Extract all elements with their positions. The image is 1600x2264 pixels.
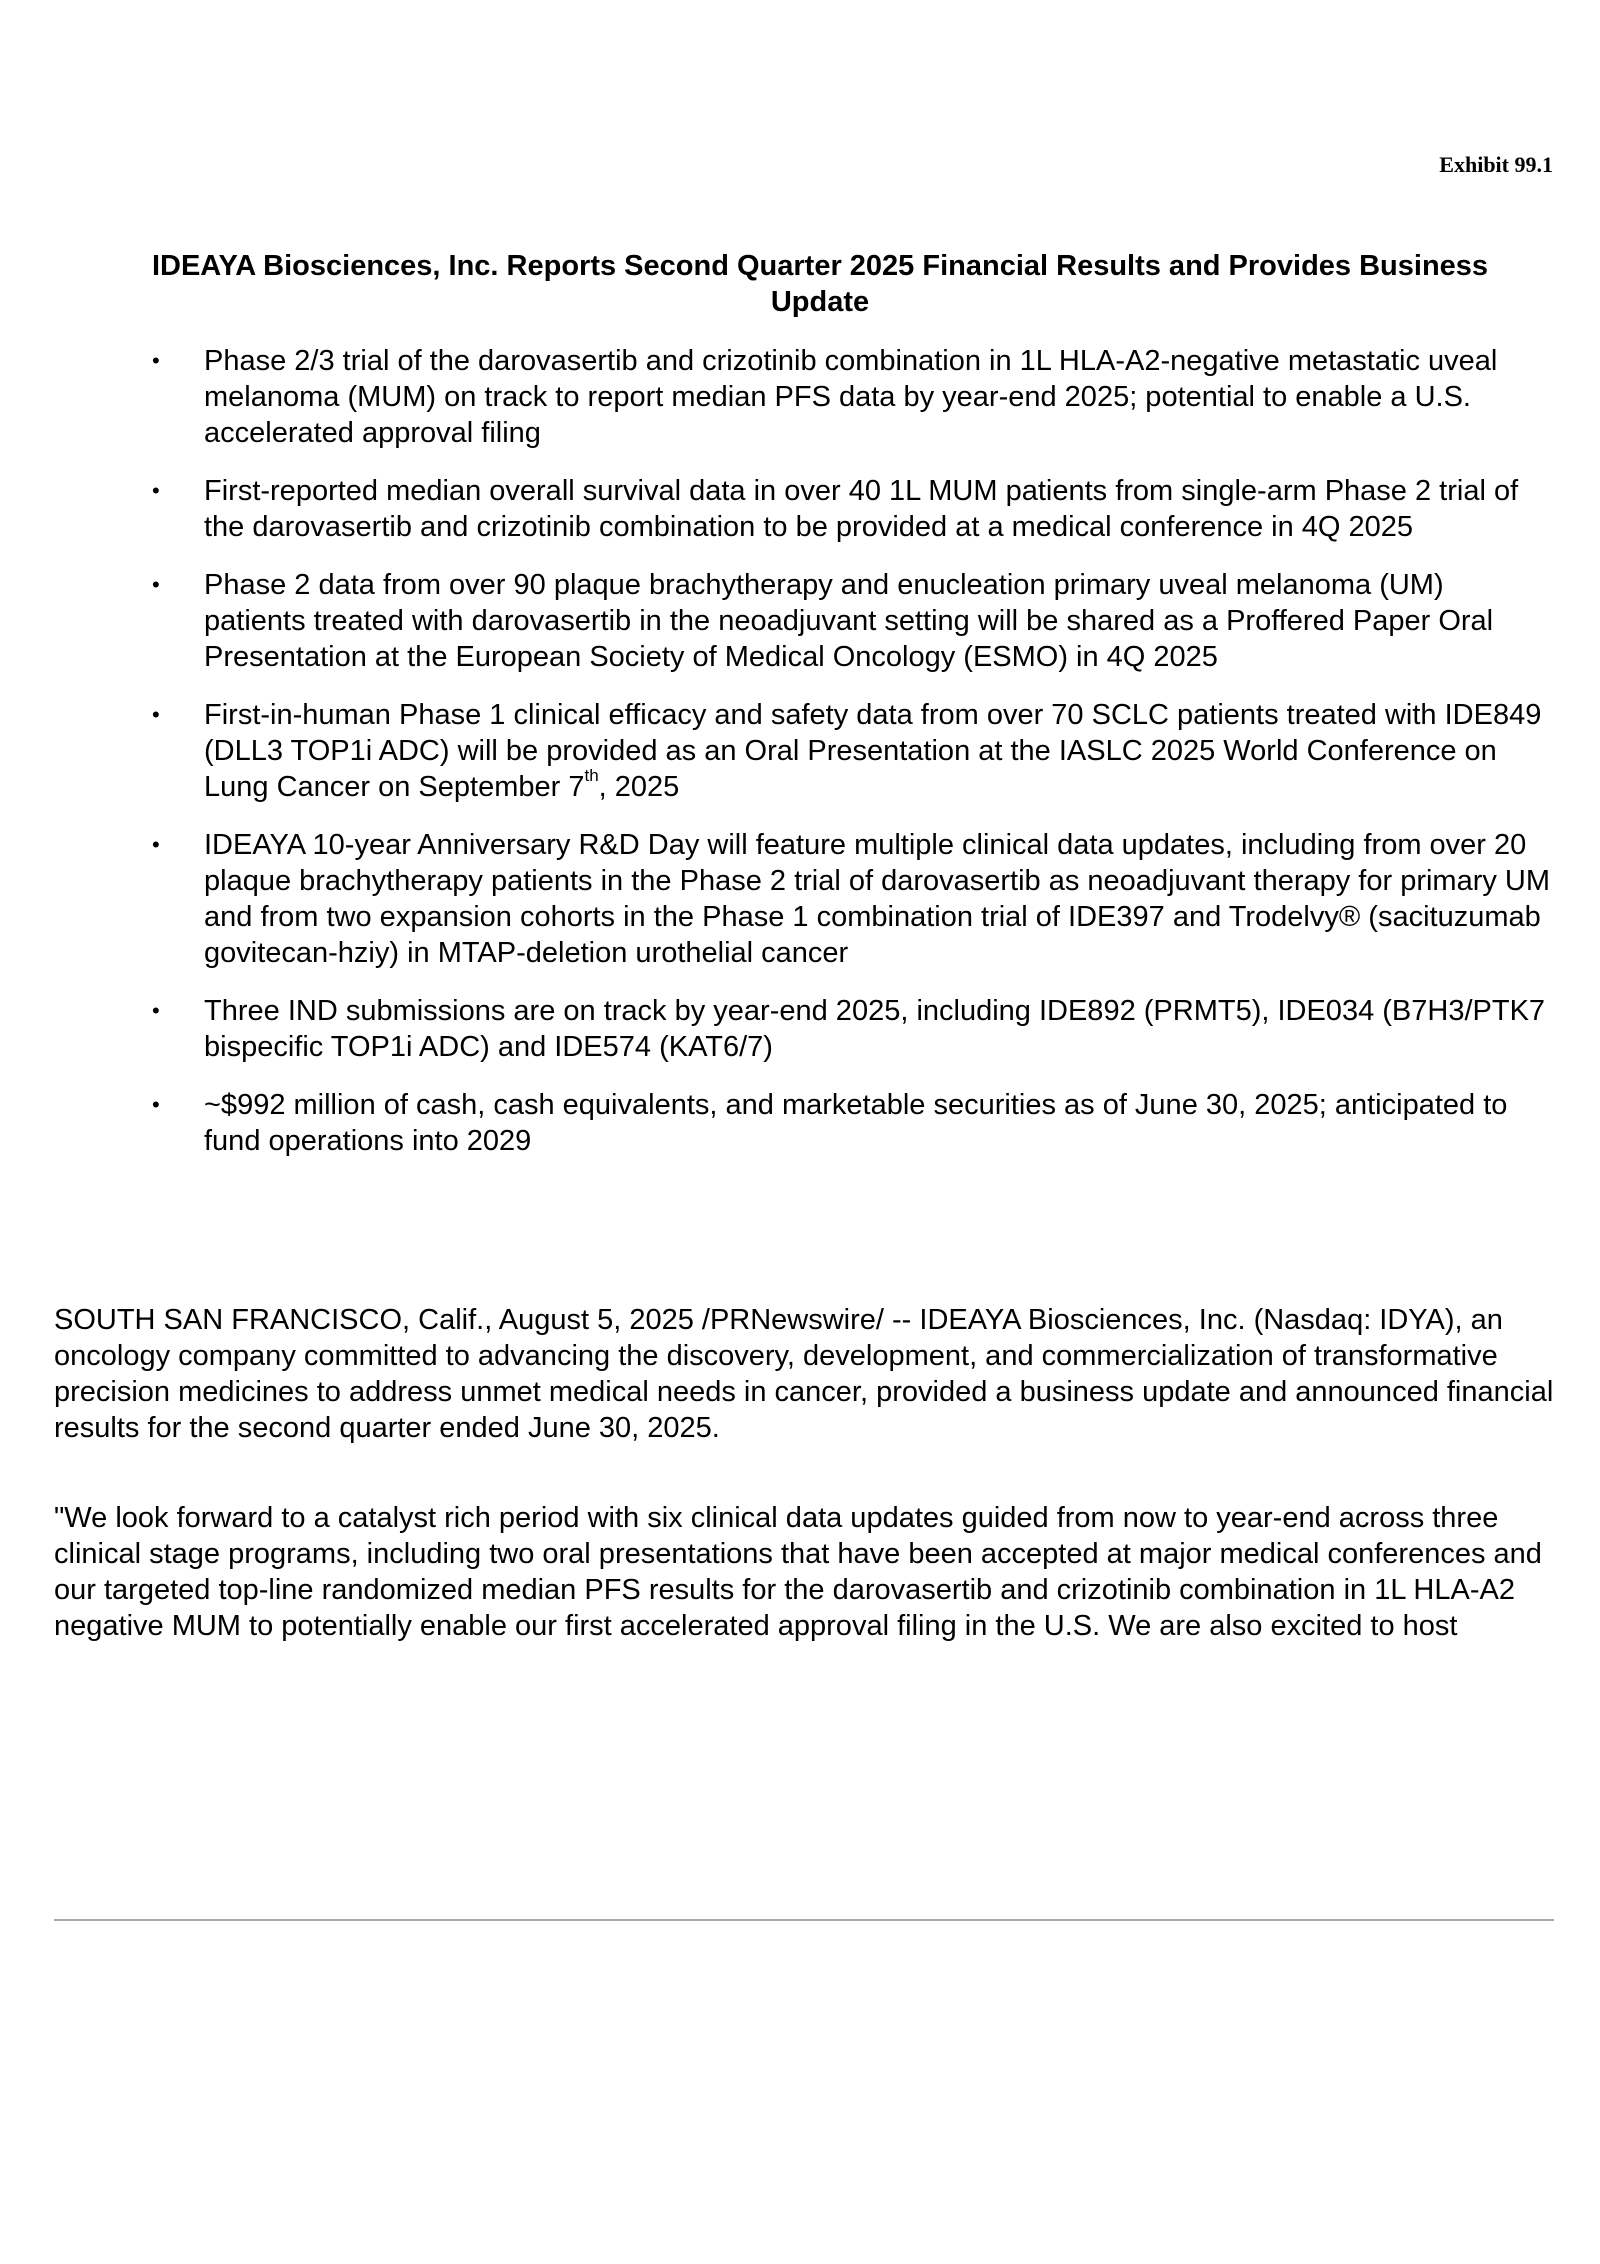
list-item bbox=[0, 567, 1600, 675]
document-title: IDEAYA Biosciences, Inc. Reports Second Quarter 2025 Financial Results and Provides Business Update bbox=[151, 250, 1489, 318]
bullet-icon: • bbox=[152, 998, 160, 1023]
list-item bbox=[0, 343, 1600, 451]
page-divider bbox=[54, 1919, 1554, 1921]
bullet-text: ~$992 million of cash, cash equivalents, and marketable securities as of June 30, 2025; anticipated to fund operations into 2029 bbox=[204, 1089, 1508, 1157]
bullet-text-tail: , 2025 bbox=[598, 771, 680, 803]
bullet-text bbox=[204, 699, 1541, 803]
bullet-icon: • bbox=[152, 478, 160, 503]
bullet-text-main: First-in-human Phase 1 clinical efficacy and safety data from over 70 SCLC patients treated with IDE849 (DLL3 TOP1i ADC) will be provided as an Oral Presentation at the IASLC 2025 World Conference on Lung Cancer on September 7 bbox=[204, 699, 1542, 803]
bullet-icon: • bbox=[152, 702, 160, 727]
list-item bbox=[0, 827, 1600, 971]
highlights-list bbox=[0, 343, 1600, 1181]
dateline-paragraph: SOUTH SAN FRANCISCO, Calif., August 5, 2025 /PRNewswire/ -- IDEAYA Biosciences, Inc. (Nasdaq: IDYA), an oncology company committed to advancing the discovery, development, and commercialization of transformative precision medicines to address unmet medical needs in cancer, provided a business update and announced financial results for the second quarter ended June 30, 2025. bbox=[54, 1304, 1554, 1444]
bullet-icon: • bbox=[152, 572, 160, 597]
bullet-text: Three IND submissions are on track by year-end 2025, including IDE892 (PRMT5), IDE034 (B7H3/PTK7 bispecific TOP1i ADC) and IDE574 (KAT6/7) bbox=[204, 995, 1546, 1063]
exhibit-label: Exhibit 99.1 bbox=[1439, 152, 1553, 177]
ordinal-superscript: th bbox=[584, 766, 599, 786]
bullet-text: IDEAYA 10-year Anniversary R&D Day will feature multiple clinical data updates, including from over 20 plaque brachytherapy patients in the Phase 2 trial of darovasertib as neoadjuvant therapy for primary UM and from two expansion cohorts in the Phase 1 combination trial of IDE397 and Trodelvy® (sacituzumab govitecan-hziy) in MTAP-deletion urothelial cancer bbox=[204, 829, 1551, 969]
bullet-text: Phase 2/3 trial of the darovasertib and crizotinib combination in 1L HLA-A2-negative metastatic uveal melanoma (MUM) on track to report median PFS data by year-end 2025; potential to enable a U.S. accelerated approval filing bbox=[204, 345, 1498, 449]
list-item bbox=[0, 697, 1600, 805]
list-item bbox=[0, 993, 1600, 1065]
bullet-icon: • bbox=[152, 832, 160, 857]
list-item bbox=[0, 473, 1600, 545]
bullet-icon: • bbox=[152, 1092, 160, 1117]
quote-paragraph: "We look forward to a catalyst rich period with six clinical data updates guided from now to year-end across three clinical stage programs, including two oral presentations that have been accepted at major medical conferences and our targeted top-line randomized median PFS results for the darovasertib and crizotinib combination in 1L HLA-A2 negative MUM to potentially enable our first accelerated approval filing in the U.S. We are also excited to host bbox=[54, 1502, 1542, 1642]
bullet-text: Phase 2 data from over 90 plaque brachytherapy and enucleation primary uveal melanoma (UM) patients treated with darovasertib in the neoadjuvant setting will be shared as a Proffered Paper Oral Presentation at the European Society of Medical Oncology (ESMO) in 4Q 2025 bbox=[204, 569, 1494, 673]
bullet-icon: • bbox=[152, 348, 160, 373]
bullet-text: First-reported median overall survival data in over 40 1L MUM patients from single-arm Phase 2 trial of the darovasertib and crizotinib combination to be provided at a medical conference in 4Q 2025 bbox=[204, 475, 1519, 543]
list-item bbox=[0, 1087, 1600, 1159]
